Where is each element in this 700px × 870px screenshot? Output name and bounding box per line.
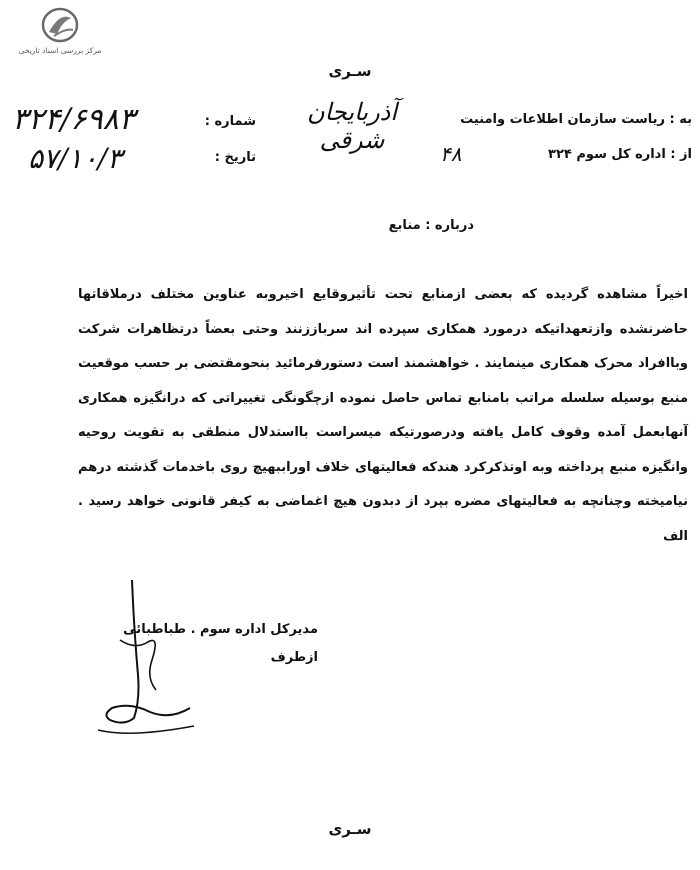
letter-body: اخیراً مشاهده گردیده که بعضی ازمنابع تحت تأثیروقایع اخیروبه عناوین مختلف درملاقاتها حاضرنشده وازتعهداتیکه درمورد همکاری سپرده اند سرباززنند وحتی بعضاً درتظاهرات شرکت وباافراد محرک همکاری مینمایند . خواهشمند است دستورفرمائید بنحومقتضی بر حسب موقعیت منبع بوسیله سلسله مراتب بامنابع تماس حاصل نموده ازچگونگی تغییراتی که درانگیزه همکاری آنهابعمل آمده وقوف کامل یافته ودرصورتیکه میسراست بااستدلال منطقی به تقویت روحیه وانگیزه منبع پرداخته وبه اوتذکرکرد هندکه فعالیتهای خلاف اوراببهیچ روی باخدمات گذشته درهم نیامیخته وچنانچه به فعالیتهای مضره بپرد از دبدون هیچ اغماضی به کیفر قانونی خواهد رسید . الف — [78, 287, 688, 544]
archive-logo — [8, 6, 112, 54]
number-value: ۳۲۴/۶۹۸۳ — [12, 102, 135, 137]
date-value: ۵۷/۱۰/۳ — [28, 142, 123, 175]
handwritten-signature — [90, 580, 200, 740]
subject-line: درباره : منابع — [388, 218, 474, 233]
recipient-handwritten: آذربایجان شرقی — [306, 98, 398, 154]
number-label: شماره : — [204, 114, 256, 129]
classification-top: سـرى — [328, 62, 372, 80]
classification-bottom: سـرى — [328, 820, 372, 838]
recipient-line: به : ریاست سازمان اطلاعات وامنیت — [460, 112, 692, 127]
logo-caption: مرکز بررسی اسناد تاریخی — [18, 46, 102, 55]
archive-emblem-icon — [40, 6, 80, 44]
sender-handwritten: ۴۸ — [440, 142, 462, 166]
signatory-line: مدیرکل اداره سوم . طباطبائی — [123, 622, 318, 637]
on-behalf-line: ازطرف — [270, 650, 318, 665]
date-label: تاریخ : — [214, 150, 256, 165]
sender-line: از : اداره کل سوم ۳۲۴ — [548, 147, 692, 162]
